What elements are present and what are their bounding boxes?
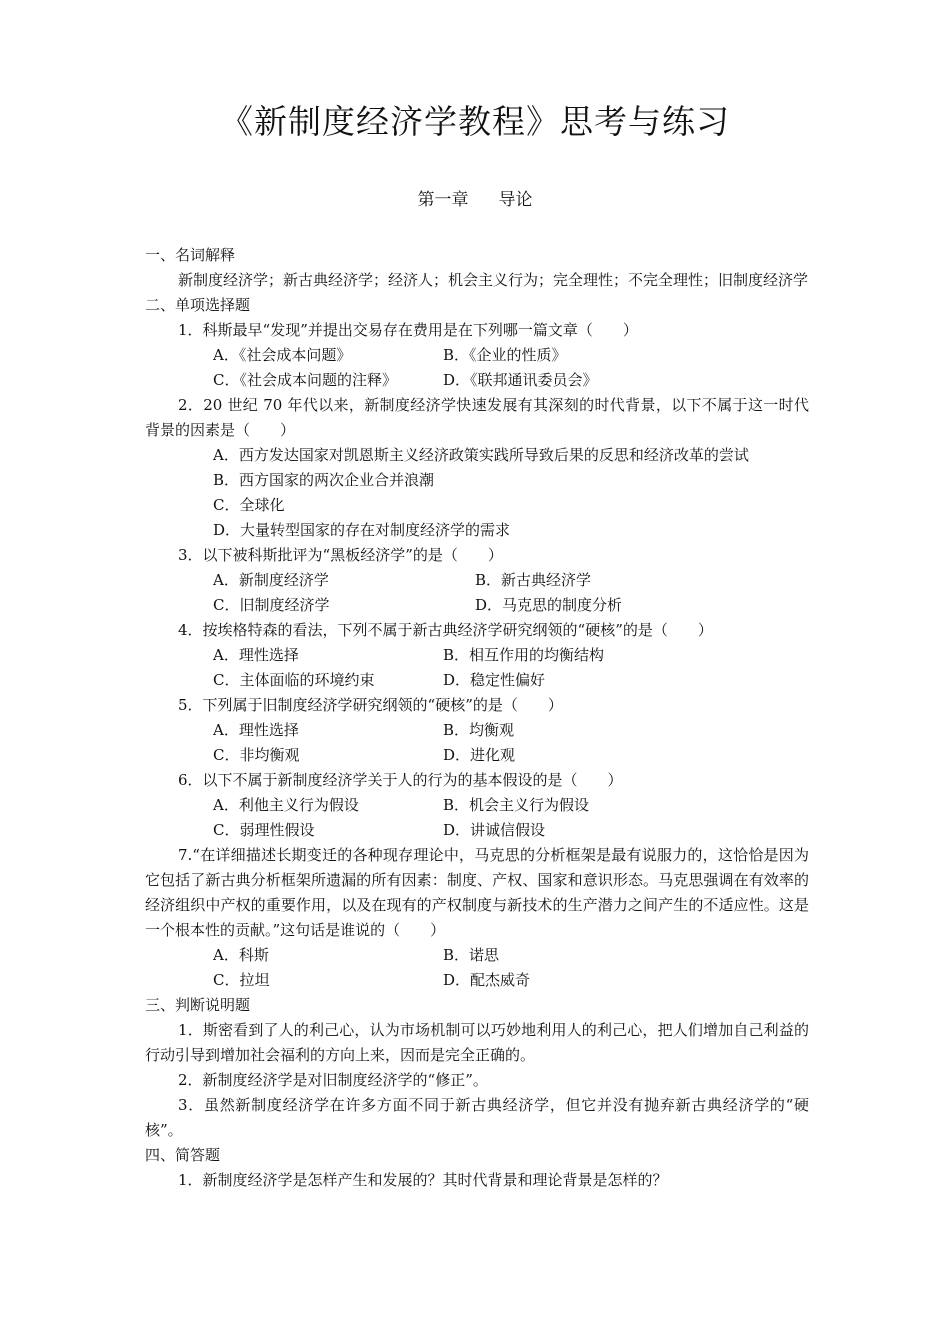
option-row <box>213 743 809 768</box>
option: C．主体面临的环境约束 <box>213 671 375 689</box>
option-row <box>213 593 809 618</box>
question-stem: 7.“在详细描述长期变迁的各种现存理论中，马克思的分析框架是最有说服力的，这恰恰是因为它包括了新古典分析框架所遗漏的所有因素：制度、产权、国家和意识形态。马克思强调在有效率的经济组织中产权的重要作用，以及在现有的产权制度与新技术的生产潜力之间产生的不适应性。这是一个根本性的贡献。”这句话是谁说的（ ） <box>145 846 809 939</box>
question-stem: 6．以下不属于新制度经济学关于人的行为的基本假设的是（ ） <box>178 771 623 789</box>
option: A．新制度经济学 <box>213 571 329 589</box>
option: B．均衡观 <box>443 721 515 739</box>
option-row <box>213 968 809 993</box>
option: B．诺思 <box>443 946 500 964</box>
option: D．《联邦通讯委员会》 <box>443 371 598 389</box>
option: D．进化观 <box>443 746 516 764</box>
option-row <box>213 568 809 593</box>
option-row <box>213 643 809 668</box>
question-stem: 3．以下被科斯批评为“黑板经济学”的是（ ） <box>178 546 503 564</box>
judgment-item: 3．虽然新制度经济学在许多方面不同于新古典经济学，但它并没有抛弃新古典经济学的“硬核”。 <box>145 1096 809 1139</box>
option: B．相互作用的均衡结构 <box>443 646 605 664</box>
option: D．讲诚信假设 <box>443 821 546 839</box>
question-stem: 5．下列属于旧制度经济学研究纲领的“硬核”的是（ ） <box>178 696 563 714</box>
option-row <box>213 818 809 843</box>
option-row <box>213 668 809 693</box>
option: A．利他主义行为假设 <box>213 796 359 814</box>
section-heading: 一、名词解释 <box>145 246 236 264</box>
option: A．西方发达国家对凯恩斯主义经济政策实践所导致后果的反思和经济改革的尝试 <box>213 446 749 464</box>
chapter-number: 第一章 <box>417 190 469 210</box>
section-heading: 三、判断说明题 <box>145 996 251 1014</box>
short-answer-item: 1．新制度经济学是怎样产生和发展的？其时代背景和理论背景是怎样的？ <box>178 1171 668 1189</box>
question-stem: 4．按埃格特森的看法，下列不属于新古典经济学研究纲领的“硬核”的是（ ） <box>178 621 713 639</box>
option: C．拉坦 <box>213 971 270 989</box>
option: C．非均衡观 <box>213 746 300 764</box>
option-row <box>213 718 809 743</box>
option: C．弱理性假设 <box>213 821 315 839</box>
option: A．理性选择 <box>213 721 299 739</box>
option: B．机会主义行为假设 <box>443 796 590 814</box>
option-row <box>213 943 809 968</box>
term-list: 新制度经济学；新古典经济学；经济人；机会主义行为；完全理性；不完全理性；旧制度经济学 <box>178 271 809 289</box>
document-title: 《新制度经济学教程》思考与练习 <box>220 102 730 141</box>
option-row <box>213 368 809 393</box>
section-heading: 二、单项选择题 <box>145 296 251 314</box>
option: C．全球化 <box>213 496 285 514</box>
question-stem: 1．科斯最早“发现”并提出交易存在费用是在下列哪一篇文章（ ） <box>178 321 638 339</box>
option: B．《企业的性质》 <box>443 346 567 364</box>
chapter-name: 导论 <box>498 190 533 210</box>
judgment-item: 1．斯密看到了人的利己心，认为市场机制可以巧妙地利用人的利己心，把人们增加自己利益的行动引导到增加社会福利的方向上来，因而是完全正确的。 <box>145 1021 809 1064</box>
option: D．稳定性偏好 <box>443 671 546 689</box>
option-row <box>213 793 809 818</box>
chapter-heading <box>0 188 950 212</box>
question-stem: 2．20 世纪 70 年代以来，新制度经济学快速发展有其深刻的时代背景，以下不属于这一时代背景的因素是（ ） <box>145 396 809 439</box>
option: A．科斯 <box>213 946 269 964</box>
option: D．配杰威奇 <box>443 971 531 989</box>
section-heading: 四、简答题 <box>145 1146 221 1164</box>
document-body <box>145 243 809 1193</box>
option: A．理性选择 <box>213 646 299 664</box>
option: D．马克思的制度分析 <box>475 596 623 614</box>
judgment-item: 2．新制度经济学是对旧制度经济学的“修正”。 <box>178 1071 488 1089</box>
option: B．新古典经济学 <box>475 571 592 589</box>
option: A．《社会成本问题》 <box>213 346 352 364</box>
option-row <box>213 343 809 368</box>
option: C．《社会成本问题的注释》 <box>213 371 397 389</box>
option: B．西方国家的两次企业合并浪潮 <box>213 471 435 489</box>
option: D．大量转型国家的存在对制度经济学的需求 <box>213 521 511 539</box>
option: C．旧制度经济学 <box>213 596 330 614</box>
